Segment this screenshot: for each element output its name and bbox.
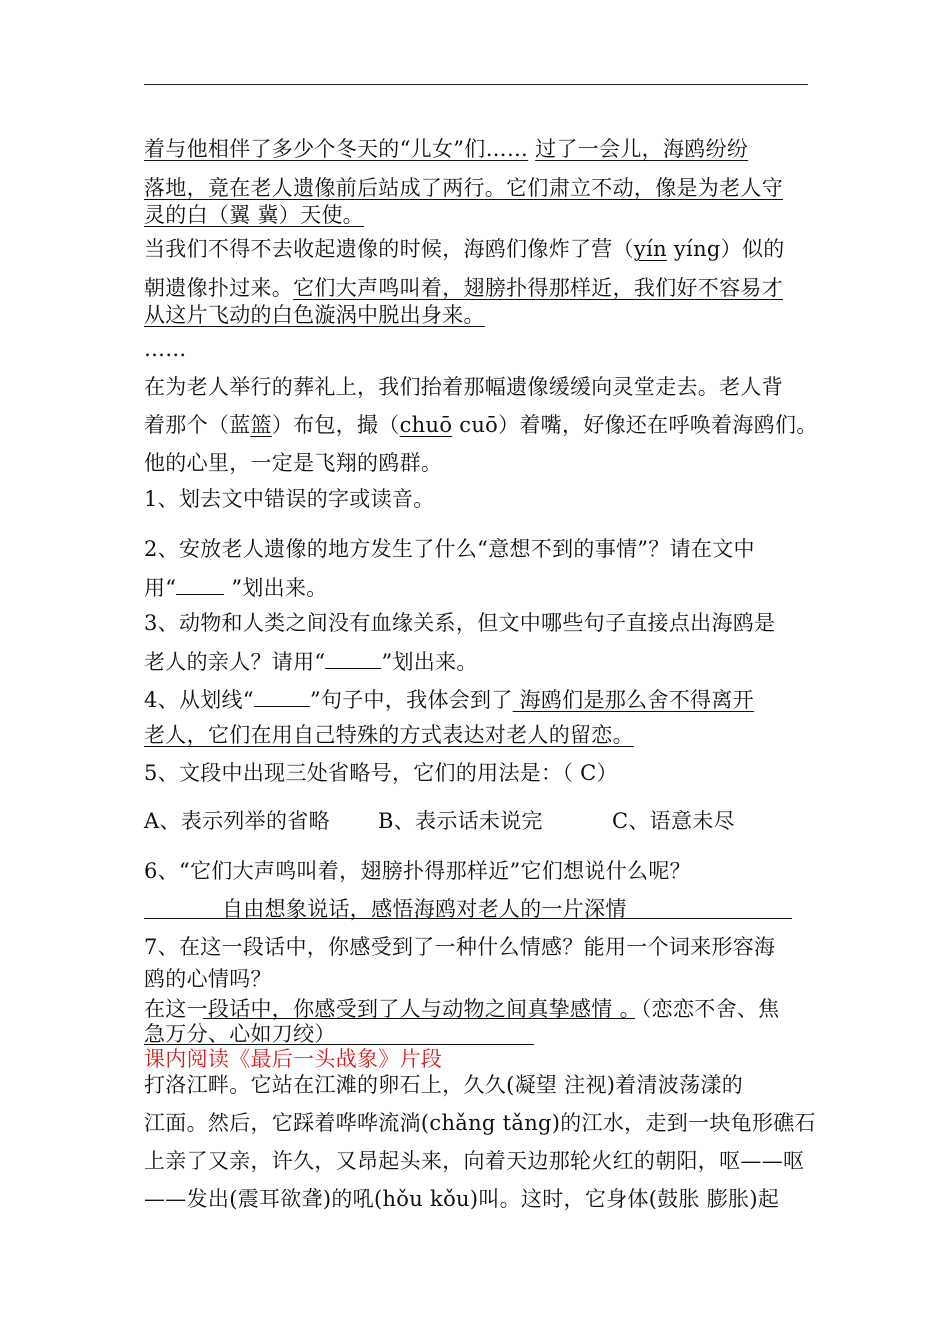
text-line: 在为老人举行的葬礼上，我们抬着那幅遗像缓缓向灵堂走去。老人背 — [144, 375, 783, 399]
underlined-pinyin: chuō — [399, 413, 453, 437]
answer-blank — [254, 686, 310, 707]
underlined-pinyin: yín — [633, 237, 667, 261]
answer-text: 海鸥们是那么舍不得离开 — [512, 688, 754, 712]
answer-underline — [144, 1044, 534, 1045]
section-title: 课内阅读《最后一头战象》片段 — [144, 1047, 443, 1071]
option-c: C、语意未尽 — [612, 809, 735, 833]
answer-text: 老人，它们在用自己特殊的方式表达对老人的留恋。 — [144, 723, 634, 747]
passage-line: ——发出(震耳欲聋)的吼(hǒu kǒu)叫。这时，它身体(鼓胀 膨胀)起 — [144, 1187, 780, 1211]
question-3: 3、动物和人类之间没有血缘关系，但文中哪些句子直接点出海鸥是 — [144, 611, 776, 635]
question-2: 2、安放老人遗像的地方发生了什么“意想不到的事情”？请在文中 — [144, 537, 755, 561]
question-5: 5、文段中出现三处省略号，它们的用法是：（ C） — [144, 761, 618, 785]
text-line: 从这片飞动的白色漩涡中脱出身来。 — [144, 303, 485, 327]
question-1: 1、划去文中错误的字或读音。 — [144, 487, 435, 511]
underlined-char: 篮 — [250, 413, 272, 437]
option-a: A、表示列举的省略 — [144, 809, 330, 833]
question-7-cont: 鸥的心情吗？ — [144, 967, 272, 991]
answer-underline — [144, 918, 792, 919]
question-6: 6、“它们大声鸣叫着，翅膀扑得那样近”它们想说什么呢？ — [144, 859, 691, 883]
passage-line: 上亲了又亲，许久，又昂起头来，向着天边那轮火红的朝阳，呕——呕 — [144, 1149, 805, 1173]
question-4: 4、从划线“ ”句子中，我体会到了 海鸥们是那么舍不得离开 — [144, 688, 754, 712]
underlined-text: 它们大声鸣叫着，翅膀扑得那样近，我们好不容易才 — [293, 276, 784, 300]
text-line: 着那个（蓝篮）布包，撮（chuō cuō）着嘴，好像还在呼唤着海鸥们。 — [144, 413, 818, 437]
question-3-cont: 老人的亲人？请用“ ”划出来。 — [144, 650, 478, 674]
answer-blank — [176, 574, 224, 595]
underlined-text: 着与他相伴了多少个冬天的“儿女”们…… — [144, 137, 529, 161]
question-7: 7、在这一段话中，你感受到了一种什么情感？能用一个词来形容海 — [144, 935, 776, 959]
underlined-text: 过了一会儿，海鸥纷纷 — [535, 137, 749, 161]
text-line: 落地，竟在老人遗像前后站成了两行。它们肃立不动，像是为老人守 — [144, 176, 783, 200]
text-line: 他的心里，一定是飞翔的鸥群。 — [144, 451, 443, 475]
text-line: 朝遗像扑过来。它们大声鸣叫着，翅膀扑得那样近，我们好不容易才 — [144, 276, 784, 300]
answer-underline — [203, 1018, 635, 1019]
ellipsis: …… — [144, 337, 187, 361]
text-line: 当我们不得不去收起遗像的时候，海鸥们像炸了营（yín yíng）似的 — [144, 237, 785, 261]
answer-text: 在这一段话中，你感受到了人与动物之间真挚感情 。（恋恋不舍、焦 — [144, 997, 780, 1021]
answer-text: 急万分、心如刀绞） — [144, 1022, 336, 1046]
header-rule — [144, 84, 808, 85]
option-b: B、表示话未说完 — [378, 809, 543, 833]
question-2-cont: 用“ ”划出来。 — [144, 576, 328, 600]
passage-line: 打洛江畔。它站在江滩的卵石上，久久(凝望 注视)着清波荡漾的 — [144, 1073, 744, 1097]
text-line — [144, 136, 748, 162]
answer-blank — [325, 648, 381, 669]
text-line: 灵的白（翼 冀）天使。 — [144, 203, 364, 227]
passage-line: 江面。然后，它踩着哗哗流淌(chǎng tǎng)的江水，走到一块龟形礁石 — [144, 1111, 816, 1135]
answer-text: 自由想象说话，感悟海鸥对老人的一片深情 — [222, 897, 627, 921]
